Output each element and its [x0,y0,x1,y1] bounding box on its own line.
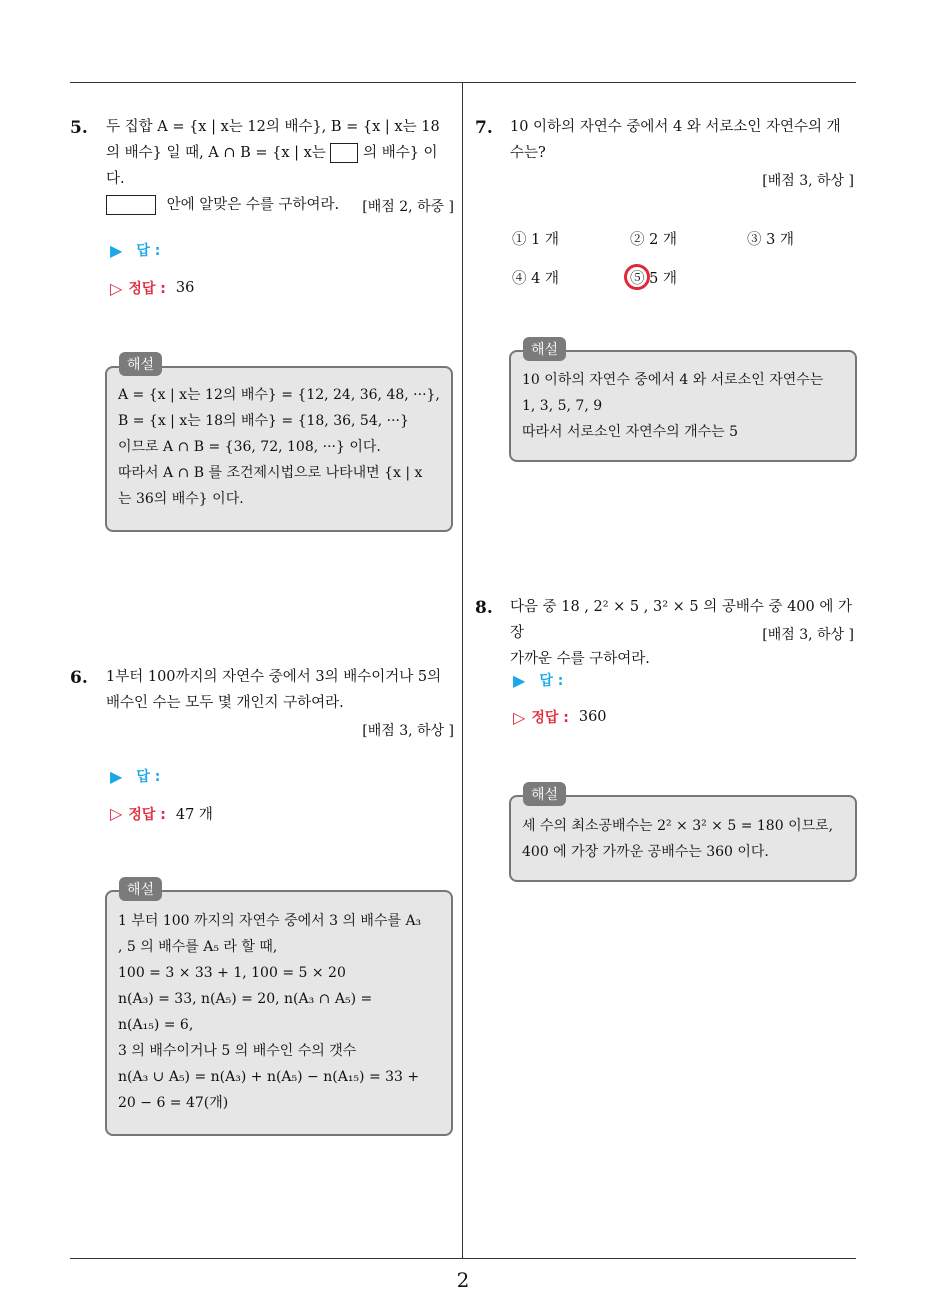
correct-label: 정답 : [128,806,166,823]
correct-value: 360 [578,709,607,725]
explanation-line: 10 이하의 자연수 중에서 4 와 서로소인 자연수는 [522,372,824,388]
explanation-tag: 해설 [523,337,566,361]
explanation-tag: 해설 [523,782,566,806]
answer-blank [330,143,358,163]
triangle-filled-icon: ▶ [110,240,123,260]
question-line: 수는? [510,145,546,161]
question-number: 5. [70,118,88,138]
explanation-line: 1 부터 100 까지의 자연수 중에서 3 의 배수를 A₃ [118,913,422,929]
question-text [106,664,456,716]
question-number: 6. [70,668,88,688]
column-divider [462,82,463,1258]
correct-label: 정답 : [531,710,569,726]
explanation-text [522,813,852,865]
answer-label: 답 : [136,243,161,259]
explanation-tag: 해설 [119,877,162,901]
explanation-line: A = {x | x는 12의 배수} = {12, 24, 36, 48, ···}, [118,387,440,403]
explanation-text [118,908,444,1116]
score-label: [배점 2, 하중 ] [362,199,454,215]
explanation-line: 20 − 6 = 47(개) [118,1095,229,1111]
explanation-line: 1, 3, 5, 7, 9 [522,398,603,414]
answer-blank [106,195,156,215]
explanation-line: 3 의 배수이거나 5 의 배수인 수의 갯수 [118,1043,357,1059]
triangle-filled-icon: ▶ [513,670,526,690]
page-number: 2 [456,1268,470,1292]
correct-value: 47 개 [175,807,213,823]
explanation-line: n(A₁₅) = 6, [118,1017,194,1033]
correct-label: 정답 : [128,281,166,297]
explanation-line: n(A₃) = 33, n(A₅) = 20, n(A₃ ∩ A₅) = [118,991,373,1007]
question-number: 7. [475,118,493,138]
correct-value: 36 [175,280,195,296]
answer-label: 답 : [539,673,564,689]
triangle-outline-icon: ▷ [110,278,123,298]
choice-4[interactable]: ④ 4 개 [512,271,559,287]
score-label: [배점 3, 하상 ] [762,173,854,189]
answer-line [110,766,160,786]
answer-line [513,670,563,690]
triangle-outline-icon: ▷ [110,804,123,823]
choice-3[interactable]: ③ 3 개 [747,232,794,248]
answer-line [110,240,160,260]
bottom-rule [70,1258,856,1259]
question-line: 두 집합 A = {x | x는 12의 배수}, B = {x | x는 18 [106,119,440,135]
choice-2[interactable]: ② 2 개 [630,232,677,248]
explanation-line: 이므로 A ∩ B = {36, 72, 108, ···} 이다. [118,439,381,455]
explanation-line: B = {x | x는 18의 배수} = {18, 36, 54, ···} [118,413,409,429]
choice-1[interactable]: ① 1 개 [512,232,559,248]
question-line: 가까운 수를 구하여라. [510,651,650,667]
explanation-text [118,382,444,512]
question-text [510,114,860,166]
explanation-tag: 해설 [119,352,162,376]
explanation-line: 세 수의 최소공배수는 2² × 3² × 5 = 180 이므로, [522,818,834,834]
question-line: 10 이하의 자연수 중에서 4 와 서로소인 자연수의 개 [510,119,841,135]
explanation-text [522,367,848,445]
explanation-line: 는 36의 배수} 이다. [118,491,244,507]
correct-answer-line [513,707,607,727]
score-label: [배점 3, 하상 ] [362,723,454,739]
explanation-line: 100 = 3 × 33 + 1, 100 = 5 × 20 [118,965,346,981]
explanation-line: 400 에 가장 가까운 공배수는 360 이다. [522,844,769,860]
correct-answer-line [110,803,213,824]
selected-answer-circle [624,264,650,290]
triangle-outline-icon: ▷ [513,707,526,727]
explanation-line: 따라서 서로소인 자연수의 개수는 5 [522,424,739,440]
explanation-line: 따라서 A ∩ B 를 조건제시법으로 나타내면 {x | x [118,465,423,481]
question-number: 8. [475,598,493,618]
choice-5[interactable]: ⑤ 5 개 [630,271,677,287]
correct-answer-line [110,278,194,298]
question-line: 1부터 100까지의 자연수 중에서 3의 배수이거나 5의 [106,669,442,685]
top-rule [70,82,856,83]
question-line: 의 배수} 일 때, A ∩ B = {x | x는 의 배수} 이다. [106,145,438,187]
question-line: 안에 알맞은 수를 구하여라. [106,192,456,218]
question-line: 배수인 수는 모두 몇 개인지 구하여라. [106,695,344,711]
triangle-filled-icon: ▶ [110,766,123,786]
answer-label: 답 : [136,769,161,785]
question-line: 다음 중 18 , 2² × 5 , 3² × 5 의 공배수 중 400 에 가장 [510,599,852,641]
explanation-line: , 5 의 배수를 A₅ 라 할 때, [118,939,278,955]
score-label: [배점 3, 하상 ] [762,627,854,643]
explanation-line: n(A₃ ∪ A₅) = n(A₃) + n(A₅) − n(A₁₅) = 33 + [118,1069,420,1085]
